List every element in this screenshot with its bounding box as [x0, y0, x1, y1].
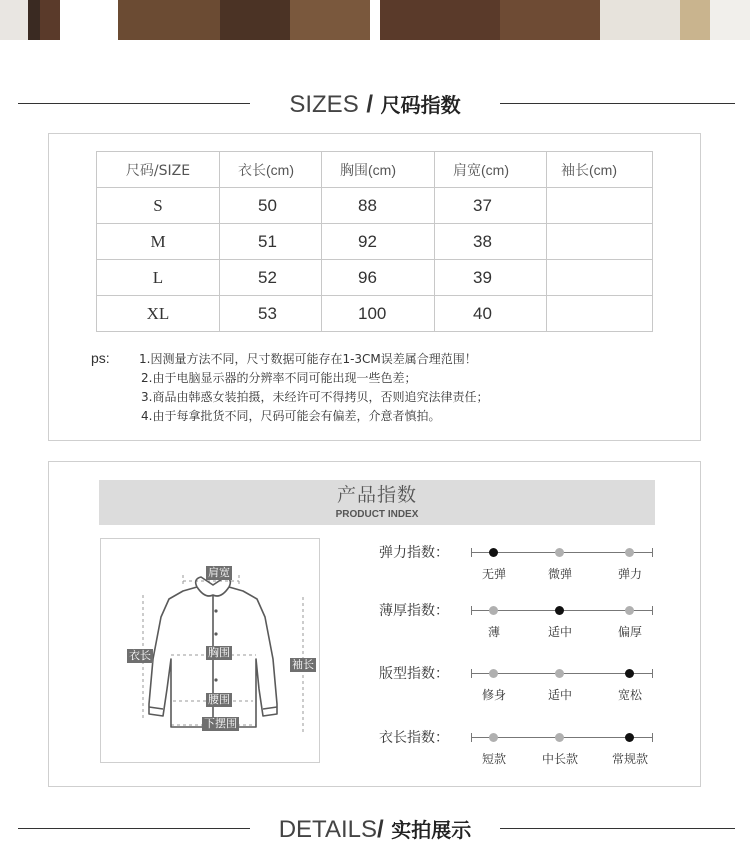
- index-option-dot: [555, 548, 564, 557]
- details-section-header: [0, 809, 750, 849]
- index-option-label: 中长款: [541, 752, 578, 766]
- track-tick: [652, 548, 653, 557]
- index-option-dot: [489, 606, 498, 615]
- track-tick: [471, 733, 472, 742]
- sizes-title-separator: /: [366, 91, 374, 118]
- index-option-label: 适中: [547, 688, 572, 702]
- table-row: [97, 188, 653, 224]
- index-option-label: 宽松: [617, 688, 642, 702]
- sleeve-cell: [547, 224, 653, 260]
- length-cell: 50: [220, 188, 322, 224]
- size-table-header-row: [97, 152, 653, 188]
- index-option-label: 短款: [481, 752, 506, 766]
- note-item: 1.因测量方法不同，尺寸数据可能存在1-3CM误差属合理范围！: [139, 352, 477, 366]
- size-cell: L: [97, 260, 220, 296]
- shirt-measurement-diagram: [100, 538, 320, 763]
- index-option-dot: [555, 733, 564, 742]
- sleeve-cell: [547, 188, 653, 224]
- note-item: 4.由于每拿批货不同，尺码可能会有偏差，介意者慎拍。: [141, 409, 441, 423]
- shoulder-cell: 40: [435, 296, 547, 332]
- index-option-dot: [489, 548, 498, 557]
- chest-cell: 100: [322, 296, 435, 332]
- index-row-fit: [379, 665, 679, 705]
- length-cell: 53: [220, 296, 322, 332]
- note-item: 3.商品由韩惑女装拍摄，未经许可不得拷贝，否则追究法律责任；: [141, 390, 489, 404]
- index-row-thickness: [379, 602, 679, 642]
- index-row-length: [379, 729, 679, 769]
- index-option-label: 偏厚: [617, 625, 642, 639]
- notes-list: [139, 350, 488, 426]
- length-header-cell: 衣长(cm): [220, 152, 322, 188]
- product-index-banner: [99, 480, 655, 525]
- details-title-en: DETAILS: [278, 816, 377, 843]
- sleeve-header-cell: 袖长(cm): [547, 152, 653, 188]
- track-tick: [471, 669, 472, 678]
- sizes-title: [0, 84, 750, 125]
- index-option-dot: [625, 733, 634, 742]
- index-option-label: 微弹: [547, 567, 572, 581]
- index-option-label: 薄: [487, 625, 500, 639]
- chest-cell: 92: [322, 224, 435, 260]
- details-title: [0, 809, 750, 850]
- sleeve-cell: [547, 260, 653, 296]
- index-row-label: 衣长指数：: [379, 730, 449, 746]
- sleeve-length-tag: 袖长: [292, 658, 314, 671]
- size-cell: XL: [97, 296, 220, 332]
- product-index-title-cn: 产品指数: [336, 484, 417, 506]
- index-option-dot: [625, 606, 634, 615]
- notes-label: ps:: [91, 350, 110, 366]
- length-tag: 衣长: [129, 649, 151, 662]
- index-option-label: 修身: [481, 688, 506, 702]
- track-tick: [471, 548, 472, 557]
- track-tick: [471, 606, 472, 615]
- chest-tag: 胸围: [208, 646, 230, 659]
- index-option-label: 常规款: [611, 752, 648, 766]
- sizes-section-header: [0, 84, 750, 124]
- table-row: [97, 260, 653, 296]
- index-row-label: 弹力指数：: [379, 545, 449, 561]
- table-row: [97, 224, 653, 260]
- length-cell: 51: [220, 224, 322, 260]
- size-chart-panel: [48, 133, 701, 441]
- details-title-cn: 实拍展示: [391, 818, 472, 842]
- shoulder-cell: 37: [435, 188, 547, 224]
- hem-tag: 下摆围: [204, 717, 237, 730]
- sizes-title-cn: 尺码指数: [380, 93, 461, 117]
- index-option-dot: [489, 669, 498, 678]
- product-index-panel: [48, 461, 701, 787]
- index-option-dot: [489, 733, 498, 742]
- shoulder-cell: 38: [435, 224, 547, 260]
- note-item: 2.由于电脑显示器的分辨率不同可能出现一些色差；: [141, 371, 417, 385]
- length-cell: 52: [220, 260, 322, 296]
- track-tick: [652, 669, 653, 678]
- index-option-dot: [625, 669, 634, 678]
- index-option-dot: [555, 606, 564, 615]
- size-cell: M: [97, 224, 220, 260]
- index-option-dot: [625, 548, 634, 557]
- shoulder-width-tag: 肩宽: [208, 566, 230, 579]
- product-index-title-en: PRODUCT INDEX: [335, 509, 419, 520]
- waist-tag: 腰围: [208, 693, 230, 706]
- sizes-title-en: SIZES: [289, 91, 359, 118]
- track-tick: [652, 606, 653, 615]
- index-option-label: 适中: [547, 625, 572, 639]
- shoulder-cell: 39: [435, 260, 547, 296]
- size-table: [96, 151, 653, 332]
- table-row: [97, 296, 653, 332]
- sleeve-cell: [547, 296, 653, 332]
- chest-header-cell: 胸围(cm): [322, 152, 435, 188]
- index-row-label: 版型指数：: [379, 666, 449, 682]
- shoulder-header-cell: 肩宽(cm): [435, 152, 547, 188]
- index-row-label: 薄厚指数：: [379, 603, 449, 619]
- product-photo-right: [380, 0, 750, 40]
- size-header-cell: 尺码/SIZE: [97, 152, 220, 188]
- index-option-label: 无弹: [481, 567, 506, 581]
- product-photo-left: [0, 0, 370, 40]
- index-option-dot: [555, 669, 564, 678]
- track-tick: [652, 733, 653, 742]
- index-option-label: 弹力: [617, 567, 642, 581]
- chest-cell: 88: [322, 188, 435, 224]
- chest-cell: 96: [322, 260, 435, 296]
- size-cell: S: [97, 188, 220, 224]
- details-title-separator: /: [376, 816, 384, 843]
- index-row-elasticity: [379, 544, 679, 584]
